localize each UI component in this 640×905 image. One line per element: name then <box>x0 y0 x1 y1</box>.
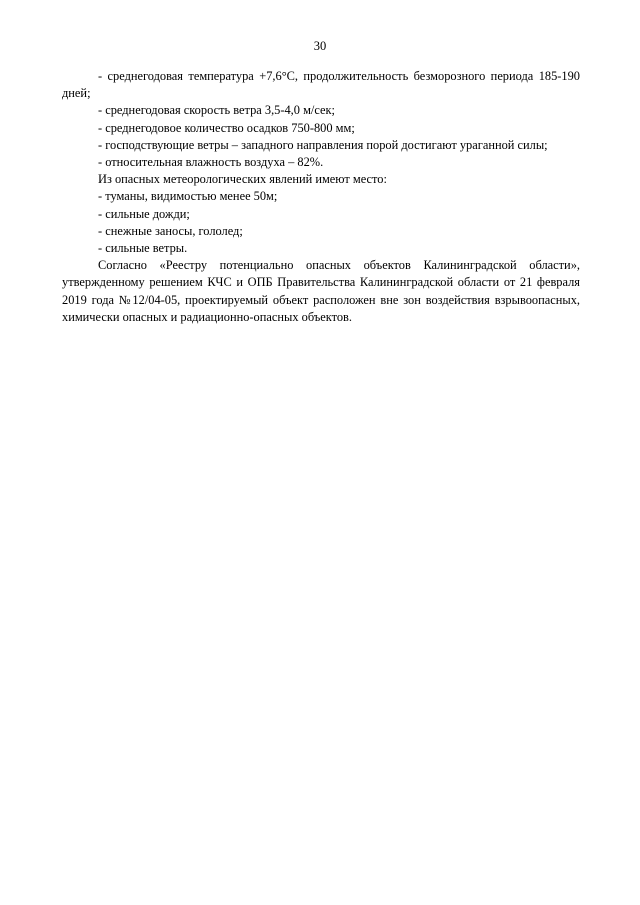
page-number: 30 <box>313 39 327 53</box>
paragraph-registry: Согласно «Реестру потенциально опасных объектов Калининградской области», утвержденному решением КЧС и ОПБ Правительства Калининградской области от 21 февраля 2019 года №12/04-05, проектируемый объект расположен вне зон воздействия взрывоопасных, химически опасных и радиационно-опасных объектов. <box>62 258 580 324</box>
paragraph-hazard-intro: Из опасных метеорологических явлений имеют место: <box>98 172 387 187</box>
page-content <box>62 68 580 326</box>
paragraph-wind-speed: - среднегодовая скорость ветра 3,5-4,0 м/сек; <box>98 103 335 118</box>
paragraph-prevailing-winds: - господствующие ветры – западного направления порой достигают ураганной силы; <box>98 137 548 152</box>
paragraph-precipitation: - среднегодовое количество осадков 750-800 мм; <box>98 120 355 135</box>
paragraph-heavy-rain: - сильные дожди; <box>98 206 190 221</box>
paragraph-temperature: - среднегодовая температура +7,6°С, продолжительность безморозного периода 185-190 дней; <box>62 69 580 101</box>
paragraph-snow-ice: - снежные заносы, гололед; <box>98 223 243 238</box>
paragraph-fog: - туманы, видимостью менее 50м; <box>98 189 278 204</box>
paragraph-humidity: - относительная влажность воздуха – 82%. <box>98 155 324 170</box>
paragraph-strong-winds: - сильные ветры. <box>98 241 188 256</box>
